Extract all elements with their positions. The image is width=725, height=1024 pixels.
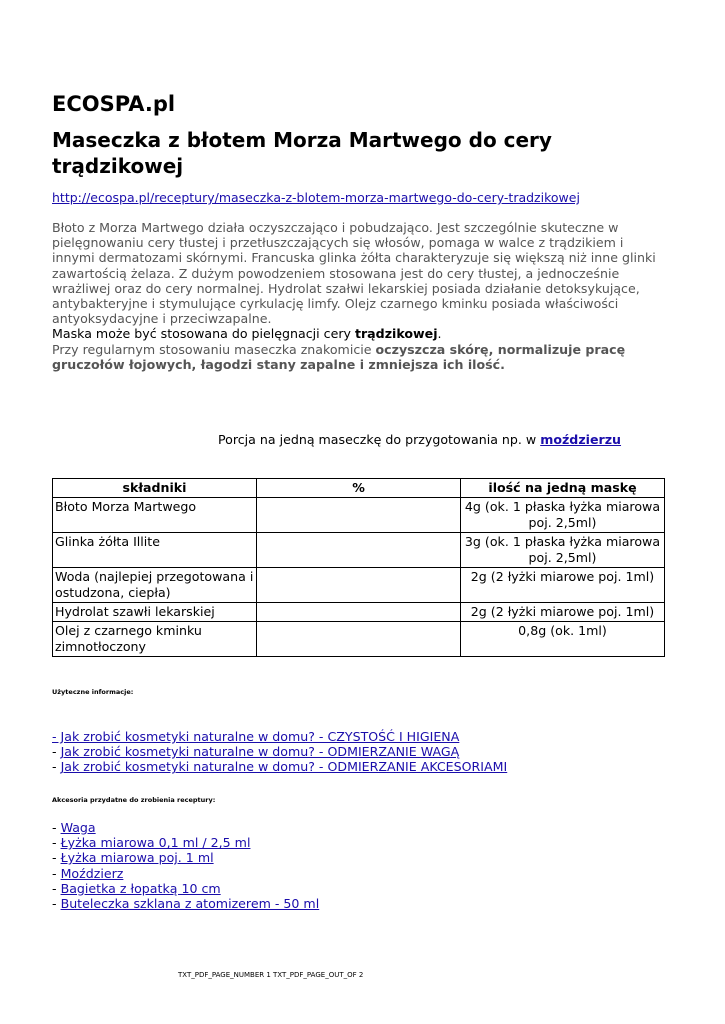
ingredient-percent — [257, 533, 461, 568]
glass-bottle-link[interactable]: Buteleczka szklana z atomizerem - 50 ml — [60, 896, 320, 912]
intro-closing-bold: trądzikowej — [354, 326, 438, 342]
list-item — [52, 759, 507, 774]
mortar-link[interactable]: moździerzu — [540, 432, 622, 447]
scale-link[interactable]: Waga — [60, 820, 96, 835]
recipe-url-link[interactable]: http://ecospa.pl/receptury/maseczka-z-blotem-morza-martwego-do-cery-tradzikowej — [52, 190, 580, 205]
list-dash: - — [52, 850, 61, 866]
ingredients-table — [52, 478, 665, 657]
list-dash: - — [52, 759, 61, 775]
benefit-paragraph — [52, 342, 652, 372]
accessories-measuring-link[interactable]: Jak zrobić kosmetyki naturalne w domu? - ODMIERZANIE AKCESORIAMI — [60, 759, 508, 775]
benefit-prefix: Przy regularnym stosowaniu maseczka znakomicie — [52, 342, 376, 357]
list-dash: - — [52, 744, 61, 760]
accessories-heading: Akcesoria przydatne do zrobienia receptury: — [52, 796, 216, 804]
list-item — [52, 744, 507, 759]
ingredient-amount: 4g (ok. 1 płaska łyżka miarowa poj. 2,5ml) — [461, 498, 665, 533]
list-item — [52, 835, 319, 850]
benefit-bold: oczyszcza skórę, normalizuje pracę gruczołów łojowych, łagodzi stany zapalne i zmniejsza ich ilość. — [52, 342, 626, 373]
page-title: Maseczka z błotem Morza Martwego do cery trądzikowej — [52, 128, 552, 178]
intro-paragraph — [52, 220, 668, 342]
mortar-accessory-link[interactable]: Moździerz — [60, 865, 124, 881]
ingredient-name: Glinka żółta Illite — [53, 533, 257, 568]
weighing-link[interactable]: Jak zrobić kosmetyki naturalne w domu? - ODMIERZANIE WAGĄ — [60, 744, 460, 760]
useful-info-heading: Użyteczne informacje: — [52, 688, 134, 696]
stirring-rod-link[interactable]: Bagietka z łopatką 10 cm — [60, 880, 221, 896]
table-row — [53, 533, 665, 568]
ingredient-name: Hydrolat szawłi lekarskiej — [53, 603, 257, 622]
ingredient-name: Woda (najlepiej przegotowana i ostudzona, ciepła) — [53, 568, 257, 603]
header-ingredients: składniki — [53, 479, 257, 498]
list-item — [52, 820, 319, 835]
ingredient-amount: 3g (ok. 1 płaska łyżka miarowa poj. 2,5ml) — [461, 533, 665, 568]
list-dash: - — [52, 820, 61, 835]
ingredient-amount: 2g (2 łyżki miarowe poj. 1ml) — [461, 568, 665, 603]
accessories-list — [52, 820, 319, 911]
list-dash: - — [52, 880, 61, 896]
table-row — [53, 603, 665, 622]
list-item — [52, 866, 319, 881]
intro-closing — [52, 326, 442, 341]
ingredient-percent — [257, 568, 461, 603]
measuring-spoon-1ml-link[interactable]: Łyżka miarowa poj. 1 ml — [60, 850, 214, 866]
list-item — [52, 729, 507, 744]
site-name: ECOSPA.pl — [52, 92, 176, 116]
ingredient-name: Olej z czarnego kminku zimnotłoczony — [53, 622, 257, 657]
header-amount: ilość na jedną maskę — [461, 479, 665, 498]
list-item — [52, 850, 319, 865]
ingredient-amount: 2g (2 łyżki miarowe poj. 1ml) — [461, 603, 665, 622]
ingredient-name: Błoto Morza Martwego — [53, 498, 257, 533]
list-item — [52, 881, 319, 896]
portion-line — [218, 432, 621, 447]
portion-text: Porcja na jedną maseczkę do przygotowania np. w — [218, 432, 541, 447]
intro-closing-prefix: Maska może być stosowana do pielęgnacji cery — [52, 326, 355, 342]
table-row — [53, 568, 665, 603]
table-row — [53, 622, 665, 657]
ingredient-percent — [257, 498, 461, 533]
page-footer: TXT_PDF_PAGE_NUMBER 1 TXT_PDF_PAGE_OUT_OF 2 — [178, 971, 364, 979]
table-row — [53, 498, 665, 533]
table-header-row — [53, 479, 665, 498]
ingredient-percent — [257, 603, 461, 622]
hygiene-link[interactable]: - Jak zrobić kosmetyki naturalne w domu? - CZYSTOŚĆ I HIGIENA — [52, 729, 460, 744]
list-dash: - — [52, 896, 61, 912]
list-item — [52, 896, 319, 911]
intro-text: Błoto z Morza Martwego działa oczyszczająco i pobudzająco. Jest szczególnie skuteczne w pielęgnowaniu cery tłustej i przetłuszczających się włosów, pomaga w walce z trądzikiem i innymi dermatozami skórnymi. Francuska glinka żółta charakteryzuje się większą niż inne glinki zawartością żelaza. Z dużym powodzeniem stosowana jest do cery tłustej, a jednocześnie wrażliwej oraz do cery normalnej. Hydrolat szałwi lekarskiej posiada działanie detoksykujące, antybakteryjne i stymulujące cyrkulację limfy. Olejz czarnego kminku posiada właściwości antyoksydacyjne i przeciwzapalne. — [52, 220, 656, 327]
intro-closing-suffix: . — [437, 326, 442, 342]
ingredient-percent — [257, 622, 461, 657]
measuring-spoon-small-link[interactable]: Łyżka miarowa 0,1 ml / 2,5 ml — [60, 835, 251, 851]
header-percent: % — [257, 479, 461, 498]
list-dash: - — [52, 865, 61, 881]
useful-links-list — [52, 729, 507, 775]
ingredient-amount: 0,8g (ok. 1ml) — [461, 622, 665, 657]
list-dash: - — [52, 835, 61, 851]
